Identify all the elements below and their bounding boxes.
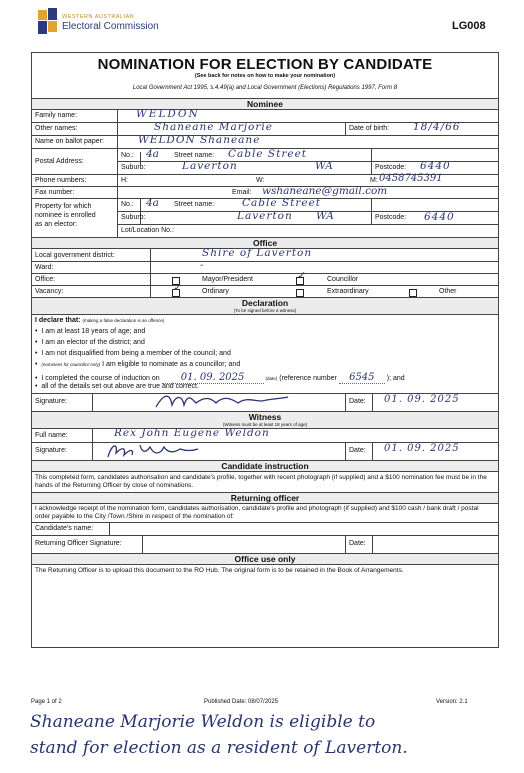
nomination-form bbox=[31, 52, 499, 648]
property-street-value[interactable]: Cable Street bbox=[242, 197, 322, 209]
declaration-item-6-text: all of the details set out above are true and correct. bbox=[41, 383, 199, 390]
declaration-subheading: (To be signed before a witness) bbox=[233, 308, 297, 313]
form-code: LG008 bbox=[452, 20, 486, 32]
councillor-tick-icon: ✓ bbox=[297, 270, 307, 282]
property-state-value[interactable]: WA bbox=[316, 210, 334, 222]
postal-suburb-value[interactable]: Laverton bbox=[182, 160, 238, 172]
dob-value[interactable]: 18/4/66 bbox=[413, 121, 461, 133]
returning-officer-text: I acknowledge receipt of the nomination form, candidates authorisation, candidate's profile and photograph (if supplied) and $100 cash / bank draft / postal order payable to the City /Town /Shire in respect of the nomination of: bbox=[35, 505, 479, 520]
induction-date-tag: (date) bbox=[265, 376, 278, 381]
candidate-name-label: Candidate's name: bbox=[35, 525, 94, 532]
declaration-item-4-text: I am eligible to nominate as a councillor; and bbox=[102, 361, 241, 368]
form-title: NOMINATION FOR ELECTION BY CANDIDATE bbox=[97, 56, 433, 73]
fax-label: Fax number: bbox=[35, 189, 75, 196]
declaration-item-4: • (nominees for councillor only) I am eligible to nominate as a councillor; and bbox=[35, 361, 241, 368]
declaration-item-3: • I am not disqualified from being a member of the council; and bbox=[35, 350, 231, 357]
postal-postcode-value[interactable]: 6440 bbox=[420, 160, 451, 172]
section-office-use: Office use only bbox=[32, 553, 498, 565]
phone-label: Phone numbers: bbox=[35, 177, 87, 184]
postal-no-value[interactable]: 4a bbox=[146, 148, 159, 160]
version: Version: 2.1 bbox=[436, 699, 468, 705]
handwritten-note-line-1: Shaneane Marjorie Weldon is eligible to bbox=[30, 712, 376, 732]
published-date: Published Date: 08/07/2025 bbox=[204, 699, 279, 705]
mayor-option-label: Mayor/President bbox=[202, 276, 253, 283]
vacancy-label: Vacancy: bbox=[35, 288, 64, 295]
declaration-item-5: • I completed the course of induction on 01. 09. 2025 (date) (reference number 6545 ); and bbox=[35, 372, 405, 383]
declaration-item-6: • all of the details set out above are true and correct. bbox=[35, 383, 199, 390]
candidate-date-label: Date: bbox=[349, 398, 366, 405]
section-nominee: Nominee bbox=[32, 98, 498, 110]
declaration-item-1: • I am at least 18 years of age; and bbox=[35, 328, 146, 335]
ordinary-tick-icon: ✓ bbox=[173, 282, 183, 294]
witness-name-label: Full name: bbox=[35, 432, 68, 439]
form-subtitle: (See back for notes on how to make your nomination) bbox=[194, 73, 336, 79]
org-tagline: WESTERN AUSTRALIAN bbox=[62, 14, 135, 20]
witness-signature-label: Signature: bbox=[35, 447, 67, 454]
ro-signature-label: Returning Officer Signature: bbox=[35, 540, 122, 547]
witness-signature[interactable] bbox=[102, 439, 212, 461]
reference-number-value[interactable]: 6545 bbox=[339, 372, 385, 384]
postal-suburb-label: Suburb: bbox=[121, 164, 146, 171]
ballot-name-label: Name on ballot paper: bbox=[35, 138, 104, 145]
property-no-label: No.: bbox=[121, 201, 134, 208]
postal-address-label: Postal Address: bbox=[35, 158, 84, 165]
candidate-signature[interactable] bbox=[152, 389, 292, 413]
handwritten-note-line-2: stand for election as a resident of Laverton. bbox=[30, 738, 408, 758]
electoral-commission-logo-icon bbox=[38, 8, 58, 34]
induction-text: I completed the course of induction on bbox=[41, 375, 160, 382]
family-name-value[interactable]: WELDON bbox=[136, 108, 200, 120]
property-suburb-value[interactable]: Laverton bbox=[237, 210, 293, 222]
property-label-2: nominee is enrolled bbox=[35, 212, 96, 219]
candidate-instruction-text: This completed form, candidates authorisation and candidate's profile, together with recent photograph (if supplied) and a $100 nomination fee must be in the hands of the Returning Officer by close of nominations. bbox=[35, 474, 487, 489]
ballot-name-value[interactable]: WELDON Shaneane bbox=[138, 134, 261, 146]
property-no-value[interactable]: 4a bbox=[146, 197, 159, 209]
declaration-item-2-text: I am an elector of the district; and bbox=[41, 339, 145, 346]
witness-heading: Witness bbox=[248, 412, 282, 422]
ordinary-option-label: Ordinary bbox=[202, 288, 229, 295]
section-office: Office bbox=[32, 237, 498, 249]
witness-date-label: Date: bbox=[349, 447, 366, 454]
lot-label: Lot/Location No.: bbox=[121, 227, 174, 234]
phone-mobile-label: M: bbox=[370, 177, 378, 184]
district-label: Local government district: bbox=[35, 252, 115, 259]
family-name-label: Family name: bbox=[35, 112, 78, 119]
office-label: Office: bbox=[35, 276, 56, 283]
phone-home-label: H: bbox=[121, 177, 128, 184]
declaration-item-4-note: (nominees for councillor only) bbox=[41, 362, 101, 367]
property-suburb-label: Suburb: bbox=[121, 214, 146, 221]
page-footer bbox=[0, 688, 524, 773]
property-label-1: Property for which bbox=[35, 203, 92, 210]
dob-label: Date of birth: bbox=[349, 125, 390, 132]
page-number: Page 1 of 2 bbox=[31, 699, 62, 705]
postal-street-label: Street name: bbox=[174, 152, 215, 159]
email-label: Email: bbox=[232, 189, 252, 196]
declaration-heading: Declaration bbox=[241, 298, 289, 308]
declaration-item-1-text: I am at least 18 years of age; and bbox=[41, 328, 146, 335]
other-option-label: Other bbox=[439, 288, 457, 295]
ward-label: Ward: bbox=[35, 264, 54, 271]
email-value[interactable]: wshaneane@gmail.com bbox=[262, 185, 388, 197]
postal-state-value[interactable]: WA bbox=[315, 160, 333, 172]
postal-postcode-label: Postcode: bbox=[375, 164, 407, 171]
phone-mobile-value[interactable]: 0458745391 bbox=[379, 173, 443, 184]
candidate-date-value[interactable]: 01. 09. 2025 bbox=[384, 394, 460, 405]
other-names-value[interactable]: Shaneane Marjorie bbox=[154, 121, 273, 133]
declaration-intro-note: (making a false declaration is an offence) bbox=[82, 318, 165, 323]
section-returning-officer: Returning officer bbox=[32, 492, 498, 504]
extraordinary-checkbox[interactable] bbox=[296, 289, 304, 297]
declaration-item-3-text: I am not disqualified from being a member of the council; and bbox=[41, 350, 231, 357]
other-names-label: Other names: bbox=[35, 125, 78, 132]
property-street-label: Street name: bbox=[174, 201, 215, 208]
other-checkbox[interactable] bbox=[409, 289, 417, 297]
extraordinary-option-label: Extraordinary bbox=[327, 288, 369, 295]
declaration-item-2: • I am an elector of the district; and bbox=[35, 339, 145, 346]
ro-date-label: Date: bbox=[349, 540, 366, 547]
property-label-3: as an elector: bbox=[35, 221, 78, 228]
form-legislation: Local Government Act 1995, s.4.49(a) and Local Government (Elections) Regulations 1997, Form 8 bbox=[132, 85, 398, 91]
page-header bbox=[0, 0, 524, 44]
ward-value[interactable]: - bbox=[200, 259, 204, 271]
postal-street-value[interactable]: Cable Street bbox=[228, 148, 308, 160]
property-postcode-value[interactable]: 6440 bbox=[424, 211, 455, 223]
district-value[interactable]: Shire of Laverton bbox=[202, 247, 313, 259]
witness-date-value[interactable]: 01. 09. 2025 bbox=[384, 443, 460, 454]
candidate-signature-label: Signature: bbox=[35, 398, 67, 405]
reference-number-label: (reference number bbox=[279, 375, 337, 382]
phone-work-label: W: bbox=[256, 177, 265, 184]
induction-date-value[interactable]: 01. 09. 2025 bbox=[162, 372, 264, 384]
property-postcode-label: Postcode: bbox=[375, 214, 407, 221]
postal-no-label: No.: bbox=[121, 152, 134, 159]
declaration-intro bbox=[35, 317, 164, 324]
org-name: Electoral Commission bbox=[62, 21, 159, 32]
councillor-option-label: Councillor bbox=[327, 276, 359, 283]
reference-number-end: ); and bbox=[386, 375, 405, 382]
witness-subheading: (Witness must be at least 18 years of age) bbox=[222, 422, 308, 427]
witness-name-value[interactable]: Rex John Eugene Weldon bbox=[114, 427, 270, 439]
section-candidate-instruction: Candidate instruction bbox=[32, 460, 498, 472]
office-use-text: The Returning Officer is to upload this document to the RO Hub. The original form is to be retained in the Book of Arrangements. bbox=[35, 567, 404, 574]
declaration-intro-bold: I declare that: bbox=[35, 317, 81, 324]
